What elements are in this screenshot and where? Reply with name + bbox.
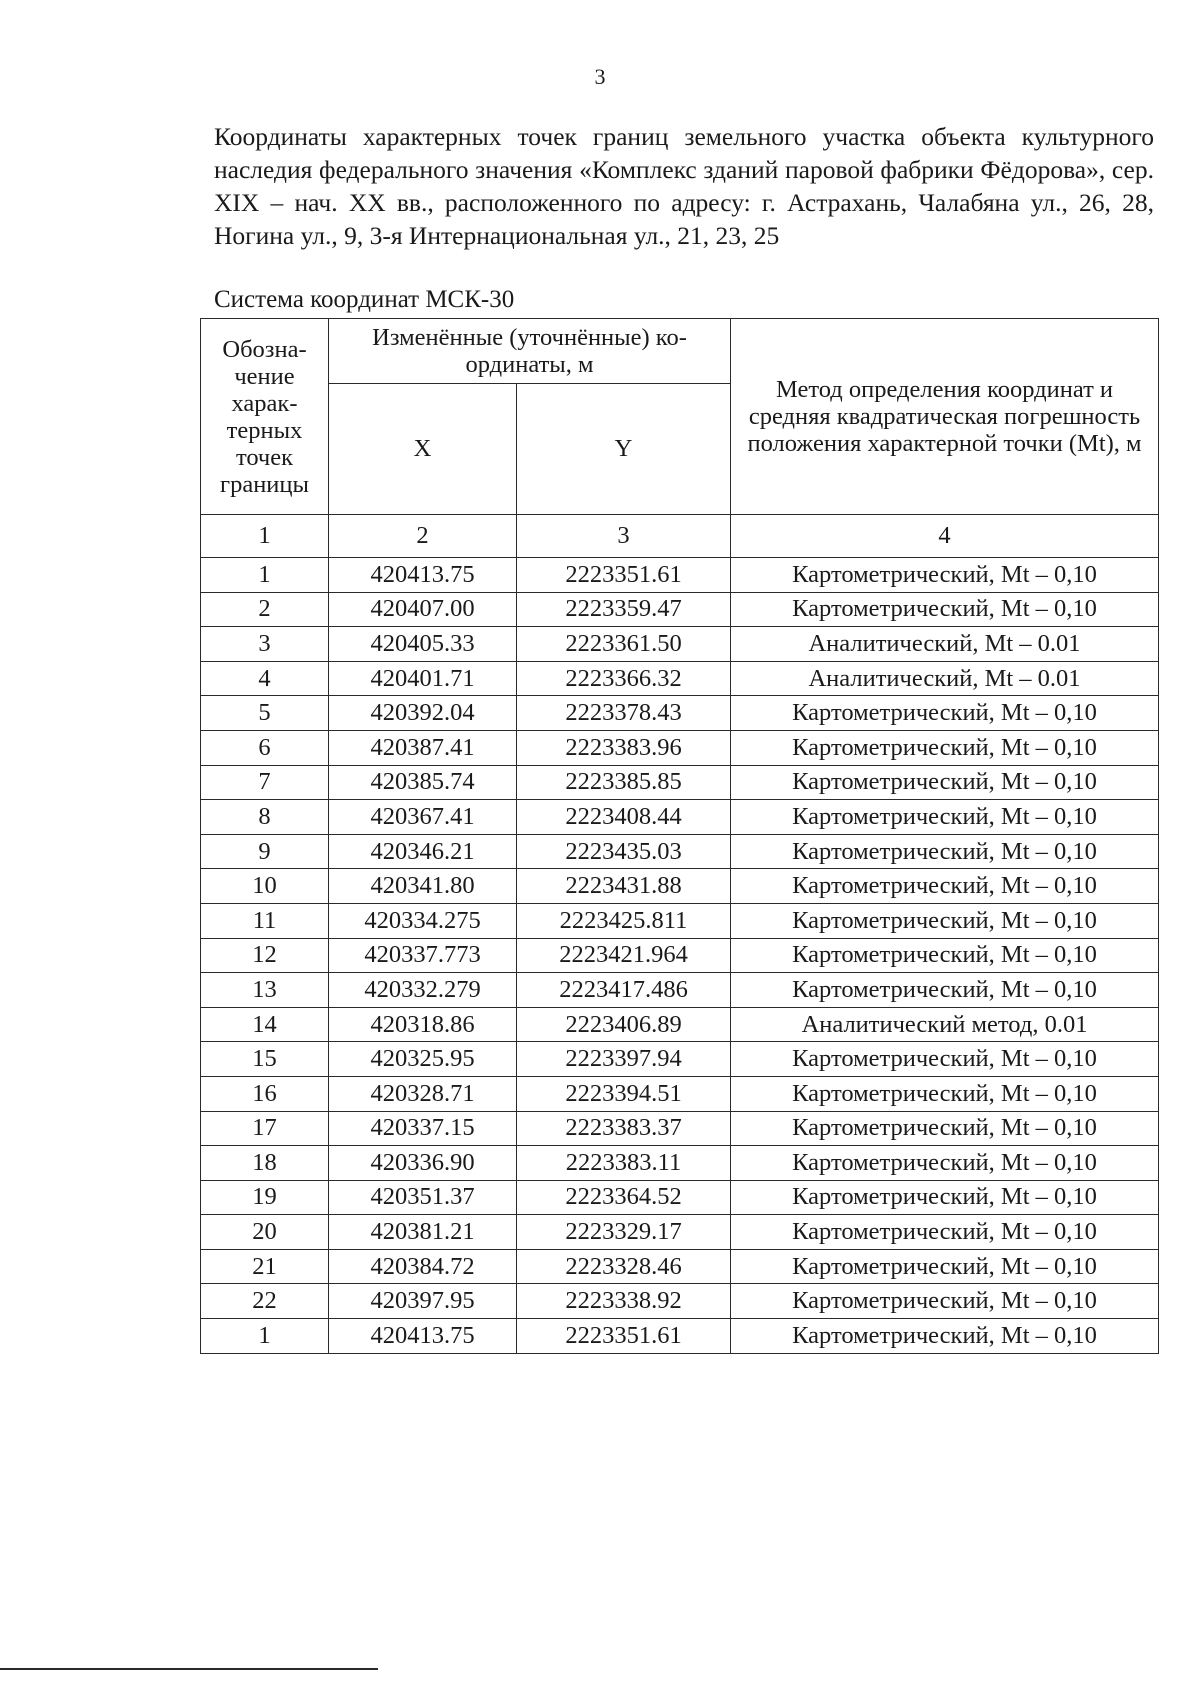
table-row: [201, 973, 1159, 1008]
cell-point: 8: [201, 800, 329, 835]
cell-x: 420318.86: [329, 1007, 517, 1042]
cell-y: 2223421.964: [517, 938, 731, 973]
coordinate-system-label: Система координат МСК-30: [214, 286, 515, 313]
cell-y: 2223435.03: [517, 834, 731, 869]
table-row: [201, 938, 1159, 973]
cell-method: Картометрический, Mt – 0,10: [731, 1076, 1159, 1111]
cell-y: 2223425.811: [517, 903, 731, 938]
table-row: [201, 661, 1159, 696]
table-row: [201, 1215, 1159, 1250]
cell-point: 14: [201, 1007, 329, 1042]
cell-x: 420405.33: [329, 627, 517, 662]
cell-x: 420413.75: [329, 1319, 517, 1354]
cell-point: 7: [201, 765, 329, 800]
cell-y: 2223338.92: [517, 1284, 731, 1319]
cell-point: 15: [201, 1042, 329, 1077]
cell-y: 2223366.32: [517, 661, 731, 696]
cell-method: Картометрический, Mt – 0,10: [731, 696, 1159, 731]
cell-x: 420367.41: [329, 800, 517, 835]
cell-y: 2223328.46: [517, 1249, 731, 1284]
cell-method: Картометрический, Mt – 0,10: [731, 903, 1159, 938]
table-row: [201, 800, 1159, 835]
cell-x: 420392.04: [329, 696, 517, 731]
cell-method: Картометрический, Mt – 0,10: [731, 592, 1159, 627]
cell-x: 420384.72: [329, 1249, 517, 1284]
cell-y: 2223364.52: [517, 1180, 731, 1215]
cell-point: 2: [201, 592, 329, 627]
coordinates-table-body: [201, 558, 1159, 1354]
table-row: [201, 1111, 1159, 1146]
cell-point: 10: [201, 869, 329, 904]
cell-y: 2223383.37: [517, 1111, 731, 1146]
cell-method: Картометрический, Mt – 0,10: [731, 1180, 1159, 1215]
table-row: [201, 1042, 1159, 1077]
cell-method: Картометрический, Mt – 0,10: [731, 1111, 1159, 1146]
cell-point: 16: [201, 1076, 329, 1111]
cell-method: Картометрический, Mt – 0,10: [731, 800, 1159, 835]
cell-y: 2223385.85: [517, 765, 731, 800]
cell-y: 2223361.50: [517, 627, 731, 662]
cell-method: Аналитический, Mt – 0.01: [731, 661, 1159, 696]
cell-point: 6: [201, 730, 329, 765]
table-row: [201, 592, 1159, 627]
table-row: [201, 765, 1159, 800]
cell-method: Картометрический, Mt – 0,10: [731, 730, 1159, 765]
table-row: [201, 558, 1159, 593]
cell-point: 13: [201, 973, 329, 1008]
coordinates-table: [200, 318, 1159, 1354]
cell-x: 420337.773: [329, 938, 517, 973]
table-row: [201, 869, 1159, 904]
cell-method: Картометрический, Mt – 0,10: [731, 1249, 1159, 1284]
table-row: [201, 627, 1159, 662]
cell-y: 2223397.94: [517, 1042, 731, 1077]
cell-y: 2223378.43: [517, 696, 731, 731]
table-row: [201, 1007, 1159, 1042]
column-number: 1: [201, 515, 329, 558]
table-row: [201, 1319, 1159, 1354]
column-number: 2: [329, 515, 517, 558]
table-row: [201, 1249, 1159, 1284]
cell-x: 420346.21: [329, 834, 517, 869]
page-number: 3: [594, 64, 606, 89]
table-row: [201, 834, 1159, 869]
cell-method: Картометрический, Mt – 0,10: [731, 973, 1159, 1008]
header-x: X: [329, 384, 517, 515]
cell-method: Картометрический, Mt – 0,10: [731, 938, 1159, 973]
cell-y: 2223351.61: [517, 1319, 731, 1354]
cell-point: 18: [201, 1146, 329, 1181]
cell-x: 420387.41: [329, 730, 517, 765]
cell-method: Картометрический, Mt – 0,10: [731, 558, 1159, 593]
table-row: [201, 1076, 1159, 1111]
cell-point: 1: [201, 1319, 329, 1354]
table-row: [201, 1284, 1159, 1319]
table-row: [201, 1146, 1159, 1181]
cell-x: 420351.37: [329, 1180, 517, 1215]
cell-point: 9: [201, 834, 329, 869]
column-number: 4: [731, 515, 1159, 558]
cell-x: 420407.00: [329, 592, 517, 627]
header-point-designation: Обозна-чение харак-терных точек границы: [201, 319, 329, 515]
cell-x: 420401.71: [329, 661, 517, 696]
cell-point: 17: [201, 1111, 329, 1146]
cell-point: 4: [201, 661, 329, 696]
header-method: Метод определения координат и средняя квадратическая погрешность положения характерной точки (Mt), м: [731, 319, 1159, 515]
cell-method: Аналитический метод, 0.01: [731, 1007, 1159, 1042]
cell-point: 22: [201, 1284, 329, 1319]
cell-y: 2223383.11: [517, 1146, 731, 1181]
cell-method: Картометрический, Mt – 0,10: [731, 834, 1159, 869]
cell-y: 2223417.486: [517, 973, 731, 1008]
cell-method: Картометрический, Mt – 0,10: [731, 1146, 1159, 1181]
cell-y: 2223359.47: [517, 592, 731, 627]
cell-y: 2223351.61: [517, 558, 731, 593]
cell-x: 420332.279: [329, 973, 517, 1008]
header-y: Y: [517, 384, 731, 515]
cell-method: Картометрический, Mt – 0,10: [731, 765, 1159, 800]
table-row: [201, 1180, 1159, 1215]
cell-point: 3: [201, 627, 329, 662]
cell-point: 1: [201, 558, 329, 593]
cell-x: 420328.71: [329, 1076, 517, 1111]
cell-method: Картометрический, Mt – 0,10: [731, 1042, 1159, 1077]
cell-method: Аналитический, Mt – 0.01: [731, 627, 1159, 662]
table-row: [201, 730, 1159, 765]
cell-point: 5: [201, 696, 329, 731]
cell-x: 420337.15: [329, 1111, 517, 1146]
cell-point: 12: [201, 938, 329, 973]
cell-x: 420336.90: [329, 1146, 517, 1181]
cell-x: 420397.95: [329, 1284, 517, 1319]
cell-point: 21: [201, 1249, 329, 1284]
header-coordinates-group: Изменённые (уточнённые) ко-ординаты, м: [329, 319, 731, 384]
cell-method: Картометрический, Mt – 0,10: [731, 869, 1159, 904]
cell-x: 420385.74: [329, 765, 517, 800]
cell-point: 20: [201, 1215, 329, 1250]
document-heading: Координаты характерных точек границ земельного участка объекта культурного наследия федерального значения «Комплекс зданий паровой фабрики Фёдорова», сер. XIX – нач. XX вв., расположенного по адресу: г. Астрахань, Чалабяна ул., 26, 28, Ногина ул., 9, 3-я Интернациональная ул., 21, 23, 25: [214, 122, 1154, 250]
cell-y: 2223329.17: [517, 1215, 731, 1250]
table-row: [201, 903, 1159, 938]
cell-point: 11: [201, 903, 329, 938]
cell-x: 420381.21: [329, 1215, 517, 1250]
cell-x: 420334.275: [329, 903, 517, 938]
cell-x: 420413.75: [329, 558, 517, 593]
footnote-separator: [0, 1668, 378, 1670]
cell-y: 2223383.96: [517, 730, 731, 765]
cell-x: 420325.95: [329, 1042, 517, 1077]
cell-method: Картометрический, Mt – 0,10: [731, 1215, 1159, 1250]
cell-y: 2223394.51: [517, 1076, 731, 1111]
column-number: 3: [517, 515, 731, 558]
cell-method: Картометрический, Mt – 0,10: [731, 1284, 1159, 1319]
cell-y: 2223431.88: [517, 869, 731, 904]
cell-y: 2223408.44: [517, 800, 731, 835]
cell-x: 420341.80: [329, 869, 517, 904]
cell-method: Картометрический, Mt – 0,10: [731, 1319, 1159, 1354]
cell-y: 2223406.89: [517, 1007, 731, 1042]
cell-point: 19: [201, 1180, 329, 1215]
table-row: [201, 696, 1159, 731]
